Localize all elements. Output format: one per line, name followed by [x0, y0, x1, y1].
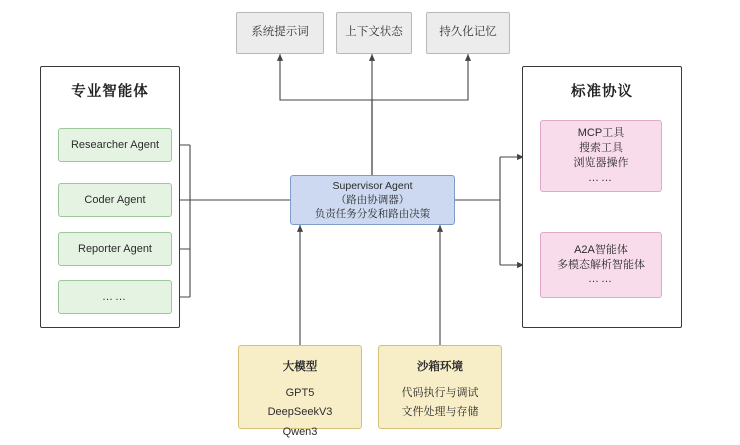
- bottom-box-sandbox[interactable]: [378, 345, 502, 429]
- agent-researcher[interactable]: [58, 128, 172, 162]
- protocol-line: MCP工具: [577, 127, 625, 140]
- supervisor-line: （路由协调器）: [335, 193, 410, 206]
- group-title: 标准协议: [571, 84, 633, 100]
- bottom-box-line: 文件处理与存储: [401, 406, 479, 419]
- agent-reporter[interactable]: [58, 232, 172, 266]
- top-box-system-prompt[interactable]: [236, 12, 324, 54]
- top-box-label: 系统提示词: [251, 26, 309, 39]
- agent-label: ……: [102, 290, 128, 303]
- bottom-box-line: DeepSeekV3: [267, 406, 333, 419]
- bottom-box-line: GPT5: [285, 386, 315, 399]
- bottom-box-line: 代码执行与调试: [401, 386, 479, 399]
- agent-label: Coder Agent: [84, 193, 146, 206]
- protocol-line: A2A智能体: [574, 243, 628, 256]
- bottom-box-llm[interactable]: [238, 345, 362, 439]
- protocol-a2a-agents[interactable]: [540, 232, 662, 298]
- top-box-label: 上下文状态: [345, 26, 403, 39]
- protocol-line: 多模态解析智能体: [557, 258, 645, 271]
- top-box-label: 持久化记忆: [439, 26, 497, 39]
- protocol-mcp-tools[interactable]: [540, 120, 662, 192]
- protocol-line: 搜索工具: [579, 142, 623, 155]
- supervisor-line: Supervisor Agent: [332, 179, 413, 192]
- agent-label: Reporter Agent: [78, 242, 152, 255]
- supervisor-agent-node[interactable]: [290, 175, 455, 225]
- bottom-box-line: Qwen3: [282, 426, 318, 439]
- protocol-line: ……: [588, 171, 614, 184]
- agent-more[interactable]: [58, 280, 172, 314]
- bottom-box-title: 沙箱环境: [417, 361, 463, 373]
- agent-coder[interactable]: [58, 183, 172, 217]
- protocol-line: ……: [588, 273, 614, 286]
- bottom-box-title: 大模型: [282, 361, 318, 373]
- supervisor-line: 负责任务分发和路由决策: [314, 208, 431, 221]
- top-box-context-state[interactable]: [336, 12, 412, 54]
- group-title: 专业智能体: [71, 84, 149, 100]
- protocol-line: 浏览器操作: [573, 157, 629, 169]
- agent-label: Researcher Agent: [70, 138, 160, 151]
- top-box-persistent-memory[interactable]: [426, 12, 510, 54]
